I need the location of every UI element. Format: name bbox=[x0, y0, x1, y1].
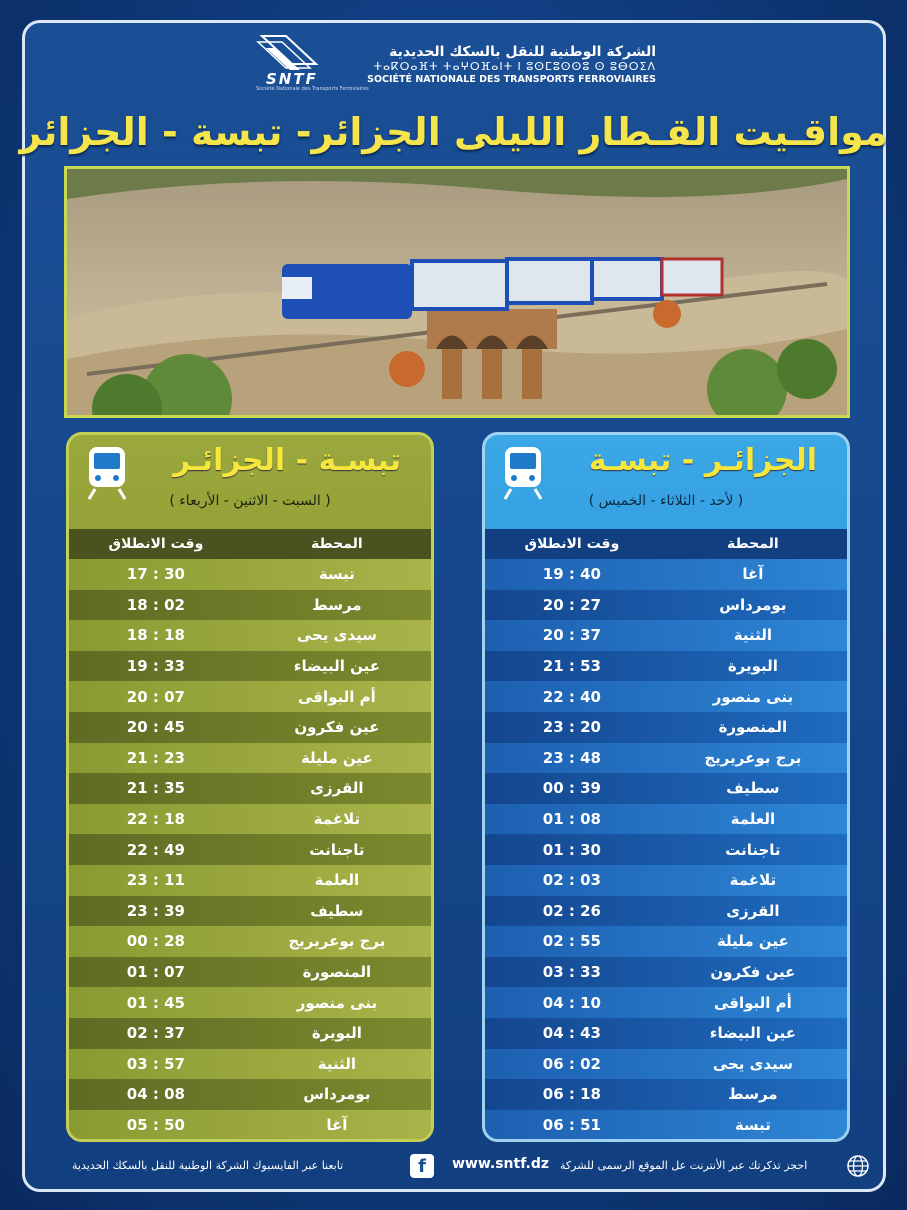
table-row bbox=[69, 773, 431, 804]
logo-subtitle: Société Nationale des Transports Ferroviaires bbox=[256, 86, 369, 92]
table-row bbox=[485, 559, 847, 590]
table-row bbox=[485, 987, 847, 1018]
station-name: عين البيضاء bbox=[293, 657, 380, 676]
table-row bbox=[69, 926, 431, 957]
departure-time: 23 : 48 bbox=[542, 748, 601, 767]
table-row bbox=[69, 957, 431, 988]
station-name: الثنية bbox=[317, 1054, 356, 1073]
departure-time: 04 : 08 bbox=[126, 1085, 185, 1104]
departure-time: 20 : 27 bbox=[542, 595, 601, 614]
company-name-arabic: الشركة الوطنية للنقل بالسكك الحديدية bbox=[389, 44, 656, 60]
table-row bbox=[485, 1049, 847, 1080]
station-name: عين مليلة bbox=[716, 932, 789, 951]
station-name: سيدى يحى bbox=[712, 1054, 793, 1073]
table-row bbox=[485, 1018, 847, 1049]
station-name: سيدى يحى bbox=[296, 626, 377, 645]
table-row bbox=[485, 926, 847, 957]
table-row bbox=[69, 865, 431, 896]
station-name: الثنية bbox=[733, 626, 772, 645]
station-name: البويرة bbox=[311, 1024, 362, 1043]
col-station-header: المحطة bbox=[727, 536, 779, 552]
table-header bbox=[485, 529, 847, 559]
operating-days: ( لأحد - الثلاثاء - الخميس ) bbox=[588, 493, 744, 509]
facebook-icon[interactable]: f bbox=[410, 1154, 434, 1178]
table-row bbox=[69, 987, 431, 1018]
panel-header bbox=[485, 435, 847, 529]
booking-text: احجز تذكرتك عبر الأنترنت عل الموقع الرسمى للشركة bbox=[560, 1159, 808, 1172]
departure-time: 06 : 18 bbox=[542, 1085, 601, 1104]
departure-time: 19 : 40 bbox=[542, 565, 601, 584]
departure-time: 00 : 28 bbox=[126, 932, 185, 951]
station-name: المنصورة bbox=[718, 718, 788, 737]
station-name: تلاغمة bbox=[729, 871, 777, 890]
schedule-panel-algiers-tebessa bbox=[482, 432, 850, 1142]
station-name: العلمة bbox=[730, 810, 776, 829]
station-name: تلاغمة bbox=[313, 810, 361, 829]
departure-time: 01 : 45 bbox=[126, 993, 185, 1012]
table-row bbox=[69, 1018, 431, 1049]
departure-time: 02 : 55 bbox=[542, 932, 601, 951]
departure-time: 23 : 39 bbox=[126, 901, 185, 920]
departure-time: 18 : 02 bbox=[126, 595, 185, 614]
departure-time: 21 : 35 bbox=[126, 779, 185, 798]
page-title: مواقـيت القـطار الليلى الجزائر- تبسة - الجزائر bbox=[19, 110, 888, 154]
departure-time: 02 : 37 bbox=[126, 1024, 185, 1043]
departure-time: 21 : 23 bbox=[126, 748, 185, 767]
departure-time: 04 : 43 bbox=[542, 1024, 601, 1043]
station-name: برج بوعريريج bbox=[704, 748, 802, 767]
col-time-header: وقت الانطلاق bbox=[108, 536, 204, 552]
train-photo bbox=[64, 166, 850, 418]
station-name: عين فكرون bbox=[294, 718, 380, 737]
facebook-follow-text: تابعنا عبر الفايسبوك الشركة الوطنية للنقل بالسكك الحديدية bbox=[72, 1159, 344, 1172]
station-name: آغا bbox=[326, 1115, 348, 1134]
station-name: بنى منصور bbox=[712, 687, 794, 706]
station-name: البويرة bbox=[727, 657, 778, 676]
panel-header bbox=[69, 435, 431, 529]
table-row bbox=[485, 743, 847, 774]
departure-time: 06 : 02 bbox=[542, 1054, 601, 1073]
station-name: القرزى bbox=[726, 901, 780, 920]
table-row bbox=[485, 957, 847, 988]
table-row bbox=[69, 651, 431, 682]
station-name: بومرداس bbox=[719, 595, 787, 614]
website-link[interactable]: www.sntf.dz bbox=[452, 1156, 550, 1172]
table-row bbox=[69, 712, 431, 743]
table-row bbox=[69, 896, 431, 927]
departure-time: 21 : 53 bbox=[542, 657, 601, 676]
station-name: عين مليلة bbox=[300, 748, 373, 767]
table-row bbox=[485, 651, 847, 682]
table-row bbox=[69, 620, 431, 651]
station-name: آغا bbox=[742, 565, 764, 584]
departure-time: 01 : 08 bbox=[542, 810, 601, 829]
station-name: سطيف bbox=[310, 901, 364, 920]
station-name: سطيف bbox=[726, 779, 780, 798]
table-row bbox=[485, 681, 847, 712]
departure-time: 22 : 18 bbox=[126, 810, 185, 829]
departure-time: 02 : 03 bbox=[542, 871, 601, 890]
globe-icon bbox=[846, 1154, 870, 1178]
station-name: مرسط bbox=[728, 1085, 778, 1104]
station-name: العلمة bbox=[314, 871, 360, 890]
route-title: تبسـة - الجزائـر bbox=[172, 443, 401, 478]
table-row bbox=[485, 865, 847, 896]
table-row bbox=[69, 1110, 431, 1141]
departure-time: 18 : 18 bbox=[126, 626, 185, 645]
footer bbox=[0, 1152, 907, 1182]
table-row bbox=[485, 712, 847, 743]
table-row bbox=[69, 743, 431, 774]
departure-time: 06 : 51 bbox=[542, 1115, 601, 1134]
departure-time: 20 : 45 bbox=[126, 718, 185, 737]
departure-time: 00 : 39 bbox=[542, 779, 601, 798]
header bbox=[0, 32, 907, 94]
departure-time: 19 : 33 bbox=[126, 657, 185, 676]
station-name: بنى منصور bbox=[296, 993, 378, 1012]
table-row bbox=[485, 804, 847, 835]
departure-time: 01 : 30 bbox=[542, 840, 601, 859]
departure-time: 03 : 57 bbox=[126, 1054, 185, 1073]
table-row bbox=[485, 590, 847, 621]
station-name: عين فكرون bbox=[710, 963, 796, 982]
table-row bbox=[69, 1079, 431, 1110]
departure-time: 01 : 07 bbox=[126, 963, 185, 982]
station-name: عين البيضاء bbox=[709, 1024, 796, 1043]
station-name: القرزى bbox=[310, 779, 364, 798]
station-name: أم البواقى bbox=[297, 687, 376, 706]
station-name: تبسة bbox=[734, 1115, 771, 1134]
logo-text: SNTF bbox=[266, 70, 318, 88]
station-name: بومرداس bbox=[303, 1085, 371, 1104]
station-name: تاجنانت bbox=[725, 840, 781, 859]
departure-time: 20 : 07 bbox=[126, 687, 185, 706]
company-name bbox=[356, 44, 656, 86]
station-name: المنصورة bbox=[302, 963, 372, 982]
table-row bbox=[69, 559, 431, 590]
company-name-tifinagh: ⵜⴰⴽⵔⴰⴼⵜ ⵜⴰⵖⵔⴼⴰⵏⵜ ⵏ ⵓⵙⵎⵓⵙⵙⵓ ⵙ ⵓⴱⵔⵉⴷ bbox=[373, 60, 656, 73]
schedule-panel-tebessa-algiers bbox=[66, 432, 434, 1142]
company-name-french: SOCIÉTÉ NATIONALE DES TRANSPORTS FERROVIAIRES bbox=[367, 74, 656, 85]
departure-time: 02 : 26 bbox=[542, 901, 601, 920]
table-row bbox=[69, 590, 431, 621]
departure-time: 23 : 11 bbox=[126, 871, 185, 890]
table-row bbox=[485, 773, 847, 804]
departure-time: 17 : 30 bbox=[126, 565, 185, 584]
table-row bbox=[485, 1110, 847, 1141]
station-name: مرسط bbox=[312, 595, 362, 614]
departure-time: 04 : 10 bbox=[542, 993, 601, 1012]
table-row bbox=[485, 834, 847, 865]
table-row bbox=[69, 681, 431, 712]
table-header bbox=[69, 529, 431, 559]
table-row bbox=[485, 620, 847, 651]
station-name: برج بوعريريج bbox=[288, 932, 386, 951]
table-row bbox=[69, 1049, 431, 1080]
departure-time: 22 : 40 bbox=[542, 687, 601, 706]
schedule-rows bbox=[485, 559, 847, 1140]
col-time-header: وقت الانطلاق bbox=[524, 536, 620, 552]
departure-time: 05 : 50 bbox=[126, 1115, 185, 1134]
departure-time: 20 : 37 bbox=[542, 626, 601, 645]
station-name: أم البواقى bbox=[713, 993, 792, 1012]
table-row bbox=[485, 1079, 847, 1110]
station-name: تبسة bbox=[318, 565, 355, 584]
table-row bbox=[69, 834, 431, 865]
table-row bbox=[69, 804, 431, 835]
departure-time: 23 : 20 bbox=[542, 718, 601, 737]
station-name: تاجنانت bbox=[309, 840, 365, 859]
schedule-rows bbox=[69, 559, 431, 1140]
table-row bbox=[485, 896, 847, 927]
departure-time: 03 : 33 bbox=[542, 963, 601, 982]
col-station-header: المحطة bbox=[311, 536, 363, 552]
route-title: الجزائـر - تبسـة bbox=[588, 443, 817, 478]
departure-time: 22 : 49 bbox=[126, 840, 185, 859]
operating-days: ( السبت - الاثنين - الأربعاء ) bbox=[169, 493, 331, 509]
